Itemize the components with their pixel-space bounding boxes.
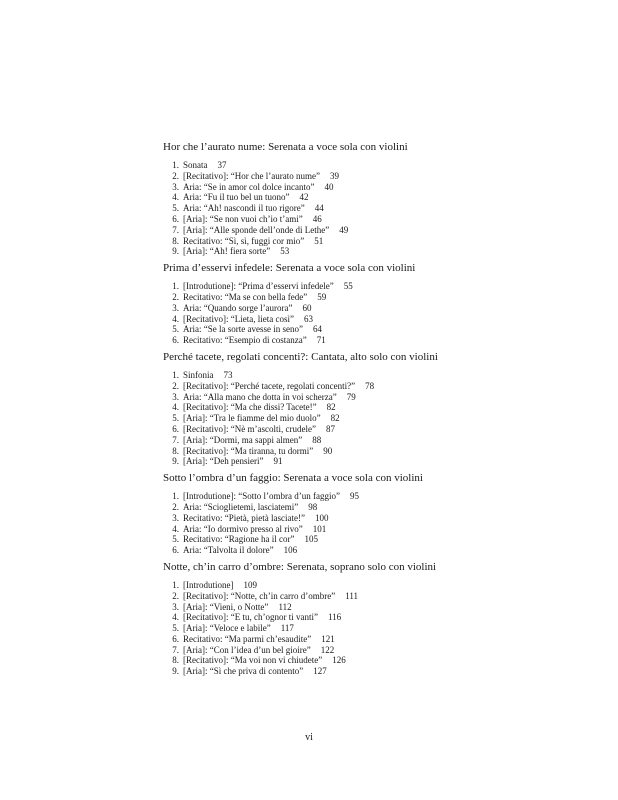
- entry-number: 3.: [172, 512, 179, 523]
- entry-title: Aria: “Scioglietemi, lasciatemi”: [183, 501, 299, 512]
- entry-number: 4.: [172, 192, 179, 203]
- entry-page-number: 59: [317, 291, 327, 302]
- entry-number: 8.: [172, 235, 179, 246]
- movement-entry: [163, 435, 583, 446]
- entry-title: [Recitativo]: “Hor che l’aurato nume”: [183, 170, 320, 181]
- entry-page-number: 101: [312, 523, 327, 534]
- entry-number: 8.: [172, 655, 179, 666]
- entry-page-number: 79: [346, 391, 356, 402]
- movement-entry: [163, 491, 583, 502]
- movement-entry: [163, 446, 583, 457]
- entry-title: Sinfonia: [183, 369, 214, 380]
- entry-number: 5.: [172, 413, 179, 424]
- page-number: vi: [305, 732, 313, 743]
- movement-entry: [163, 324, 583, 335]
- entry-page-number: 116: [327, 612, 342, 623]
- entry-title: [Aria]: “Sì che priva di contento”: [183, 666, 304, 677]
- entry-page-number: 105: [304, 534, 318, 545]
- entry-title: Sonata: [183, 160, 208, 170]
- movement-entry: [163, 225, 583, 236]
- entry-number: 2.: [172, 170, 179, 181]
- movement-entry: [163, 246, 583, 257]
- movement-list: [163, 160, 583, 257]
- movement-entry: [163, 203, 583, 214]
- entry-title: [Recitativo]: “Ma che dissi? Tacete!”: [183, 402, 317, 413]
- entry-number: 9.: [172, 456, 179, 467]
- entry-page-number: 112: [278, 601, 292, 612]
- entry-page-number: 49: [339, 224, 349, 235]
- entry-number: 3.: [172, 181, 179, 192]
- entry-title: Recitativo: “Ma parmi ch’esaudite”: [183, 633, 312, 644]
- movement-entry: [163, 623, 583, 634]
- entry-number: 1.: [172, 281, 179, 292]
- entry-number: 1.: [172, 369, 179, 380]
- movement-entry: [163, 545, 583, 556]
- entry-number: 1.: [172, 160, 179, 170]
- entry-number: 7.: [172, 644, 179, 655]
- movement-entry: [163, 534, 583, 545]
- section-title: Sotto l’ombra d’un faggio: Serenata a voce sola con violini: [163, 472, 423, 485]
- entry-title: Recitativo: “Pietà, pietà lasciate!”: [183, 512, 305, 523]
- entry-title: [Introdutione]: [183, 579, 234, 590]
- entry-title: [Aria]: “Se non vuoi ch’io t’ami”: [183, 213, 303, 224]
- movement-entry: [163, 612, 583, 623]
- movement-entry: [163, 192, 583, 203]
- entry-number: 6.: [172, 423, 179, 434]
- toc-section: [163, 471, 583, 556]
- entry-page-number: 117: [280, 623, 294, 634]
- entry-number: 2.: [172, 590, 179, 601]
- movement-entry: [163, 513, 583, 524]
- entry-number: 5.: [172, 324, 179, 335]
- entry-title: Aria: “Quando sorge l’aurora”: [183, 302, 293, 313]
- movement-entry: [163, 402, 583, 413]
- movement-entry: [163, 502, 583, 513]
- entry-title: [Aria]: “Deh pensieri”: [183, 456, 264, 467]
- entry-number: 3.: [172, 302, 179, 313]
- movement-entry: [163, 335, 583, 346]
- entry-page-number: 88: [312, 434, 322, 445]
- entry-title: Recitativo: “Ma se con bella fede”: [183, 291, 308, 302]
- movement-entry: [163, 314, 583, 325]
- entry-number: 5.: [172, 534, 179, 545]
- entry-page-number: 55: [343, 281, 353, 292]
- toc-section: [163, 140, 583, 257]
- entry-number: 7.: [172, 434, 179, 445]
- entry-title: [Aria]: “Ah! fiera sorte”: [183, 246, 271, 257]
- entry-title: [Aria]: “Vieni, o Notte”: [183, 601, 269, 612]
- entry-page-number: 53: [280, 246, 290, 257]
- entry-title: [Introdutione]: “Sotto l’ombra d’un faggio”: [183, 491, 340, 502]
- entry-page-number: 63: [303, 313, 313, 324]
- entry-page-number: 51: [314, 235, 324, 246]
- entry-page-number: 109: [243, 579, 257, 590]
- toc-section: [163, 560, 583, 677]
- entry-title: [Aria]: “Tra le fiamme del mio duolo”: [183, 413, 321, 424]
- entry-page-number: 37: [217, 160, 227, 170]
- movement-entry: [163, 182, 583, 193]
- entry-title: Aria: “Se la sorte avesse in seno”: [183, 324, 303, 335]
- movement-entry: [163, 591, 583, 602]
- movement-entry: [163, 292, 583, 303]
- movement-entry: [163, 666, 583, 677]
- table-of-contents: [163, 140, 583, 681]
- entry-number: 9.: [172, 666, 179, 677]
- entry-title: Recitativo: “Sì, sì, fuggi cor mio”: [183, 235, 305, 246]
- entry-number: 7.: [172, 224, 179, 235]
- entry-page-number: 127: [313, 666, 327, 677]
- movement-list: [163, 370, 583, 467]
- entry-title: [Aria]: “Dormi, ma sappi almen”: [183, 434, 303, 445]
- entry-page-number: 100: [314, 512, 329, 523]
- movement-entry: [163, 381, 583, 392]
- movement-entry: [163, 370, 583, 381]
- entry-page-number: 39: [329, 170, 339, 181]
- entry-page-number: 82: [326, 402, 336, 413]
- movement-entry: [163, 214, 583, 225]
- movement-entry: [163, 655, 583, 666]
- entry-page-number: 91: [273, 456, 283, 467]
- movement-entry: [163, 580, 583, 591]
- entry-title: [Aria]: “Con l’idea d’un bel gioire”: [183, 644, 311, 655]
- entry-title: [Recitativo]: “Lieta, lieta così”: [183, 313, 294, 324]
- entry-number: 6.: [172, 213, 179, 224]
- section-title: Hor che l’aurato nume: Serenata a voce sola con violini: [163, 141, 408, 153]
- entry-number: 4.: [172, 523, 179, 534]
- entry-title: Aria: “Talvolta il dolore”: [183, 545, 274, 556]
- section-title: Notte, ch’in carro d’ombre: Serenata, soprano solo con violini: [163, 560, 437, 573]
- entry-page-number: 40: [324, 181, 334, 192]
- entry-number: 5.: [172, 623, 179, 634]
- entry-page-number: 106: [283, 545, 298, 556]
- entry-number: 9.: [172, 246, 179, 257]
- entry-number: 4.: [172, 313, 179, 324]
- entry-number: 2.: [172, 291, 179, 302]
- entry-page-number: 78: [365, 380, 375, 391]
- movement-entry: [163, 236, 583, 247]
- movement-entry: [163, 392, 583, 403]
- entry-title: Aria: “Io dormivo presso al rivo”: [183, 523, 303, 534]
- entry-page-number: 121: [321, 633, 335, 644]
- section-title: Perché tacete, regolati concenti?: Cantata, alto solo con violini: [163, 350, 438, 363]
- movement-entry: [163, 413, 583, 424]
- entry-number: 6.: [172, 335, 179, 346]
- movement-entry: [163, 602, 583, 613]
- movement-entry: [163, 281, 583, 292]
- entry-page-number: 60: [302, 302, 312, 313]
- entry-title: Recitativo: “Ragione ha il cor”: [183, 534, 295, 545]
- toc-section: [163, 261, 583, 346]
- entry-page-number: 73: [223, 369, 233, 380]
- movement-list: [163, 491, 583, 556]
- entry-page-number: 98: [308, 501, 318, 512]
- entry-title: [Recitativo]: “Ma voi non vi chiudete”: [183, 655, 323, 666]
- movement-entry: [163, 645, 583, 656]
- entry-number: 1.: [172, 491, 179, 502]
- movement-entry: [163, 303, 583, 314]
- entry-number: 3.: [172, 391, 179, 402]
- entry-page-number: 46: [312, 213, 322, 224]
- movement-entry: [163, 456, 583, 467]
- movement-entry: [163, 634, 583, 645]
- entry-page-number: 90: [323, 445, 333, 456]
- movement-entry: [163, 160, 583, 171]
- entry-number: 4.: [172, 612, 179, 623]
- movement-entry: [163, 171, 583, 182]
- entry-page-number: 95: [349, 491, 359, 502]
- movement-list: [163, 580, 583, 677]
- entry-title: [Recitativo]: “E tu, ch’ognor ti vanti”: [183, 612, 318, 623]
- entry-number: 6.: [172, 633, 179, 644]
- entry-title: Aria: “Se in amor col dolce incanto”: [183, 181, 315, 192]
- entry-page-number: 42: [299, 192, 309, 203]
- entry-page-number: 126: [332, 655, 346, 666]
- entry-page-number: 111: [345, 590, 359, 601]
- entry-title: [Aria]: “Veloce e labile”: [183, 623, 271, 634]
- entry-page-number: 82: [330, 413, 340, 424]
- entry-title: Aria: “Fu il tuo bel un tuono”: [183, 192, 290, 203]
- movement-entry: [163, 524, 583, 535]
- entry-number: 4.: [172, 402, 179, 413]
- entry-number: 2.: [172, 501, 179, 512]
- entry-title: [Recitativo]: “Nè m’ascolti, crudele”: [183, 423, 316, 434]
- entry-page-number: 122: [320, 644, 335, 655]
- entry-title: [Recitativo]: “Notte, ch’in carro d’ombre”: [183, 590, 336, 601]
- movement-list: [163, 281, 583, 346]
- toc-section: [163, 350, 583, 467]
- entry-title: [Recitativo]: “Perché tacete, regolati concenti?”: [183, 380, 356, 391]
- entry-number: 3.: [172, 601, 179, 612]
- entry-page-number: 71: [316, 335, 326, 346]
- entry-title: Aria: “Ah! nascondi il tuo rigore”: [183, 203, 305, 214]
- entry-title: [Aria]: “Alle sponde dell’onde di Lethe”: [183, 224, 330, 235]
- entry-title: [Introdutione]: “Prima d’esservi infedele”: [183, 281, 334, 292]
- entry-number: 1.: [172, 579, 179, 590]
- entry-number: 6.: [172, 545, 179, 556]
- entry-title: [Recitativo]: “Ma tiranna, tu dormi”: [183, 445, 314, 456]
- entry-title: Aria: “Alla mano che dotta in voi scherza”: [183, 391, 337, 402]
- entry-number: 8.: [172, 445, 179, 456]
- entry-title: Recitativo: “Esempio di costanza”: [183, 335, 307, 346]
- entry-page-number: 44: [314, 203, 324, 214]
- movement-entry: [163, 424, 583, 435]
- section-title: Prima d’esservi infedele: Serenata a voce sola con violini: [163, 262, 416, 275]
- entry-number: 2.: [172, 380, 179, 391]
- entry-page-number: 64: [312, 324, 322, 335]
- entry-page-number: 87: [325, 423, 335, 434]
- entry-number: 5.: [172, 203, 179, 214]
